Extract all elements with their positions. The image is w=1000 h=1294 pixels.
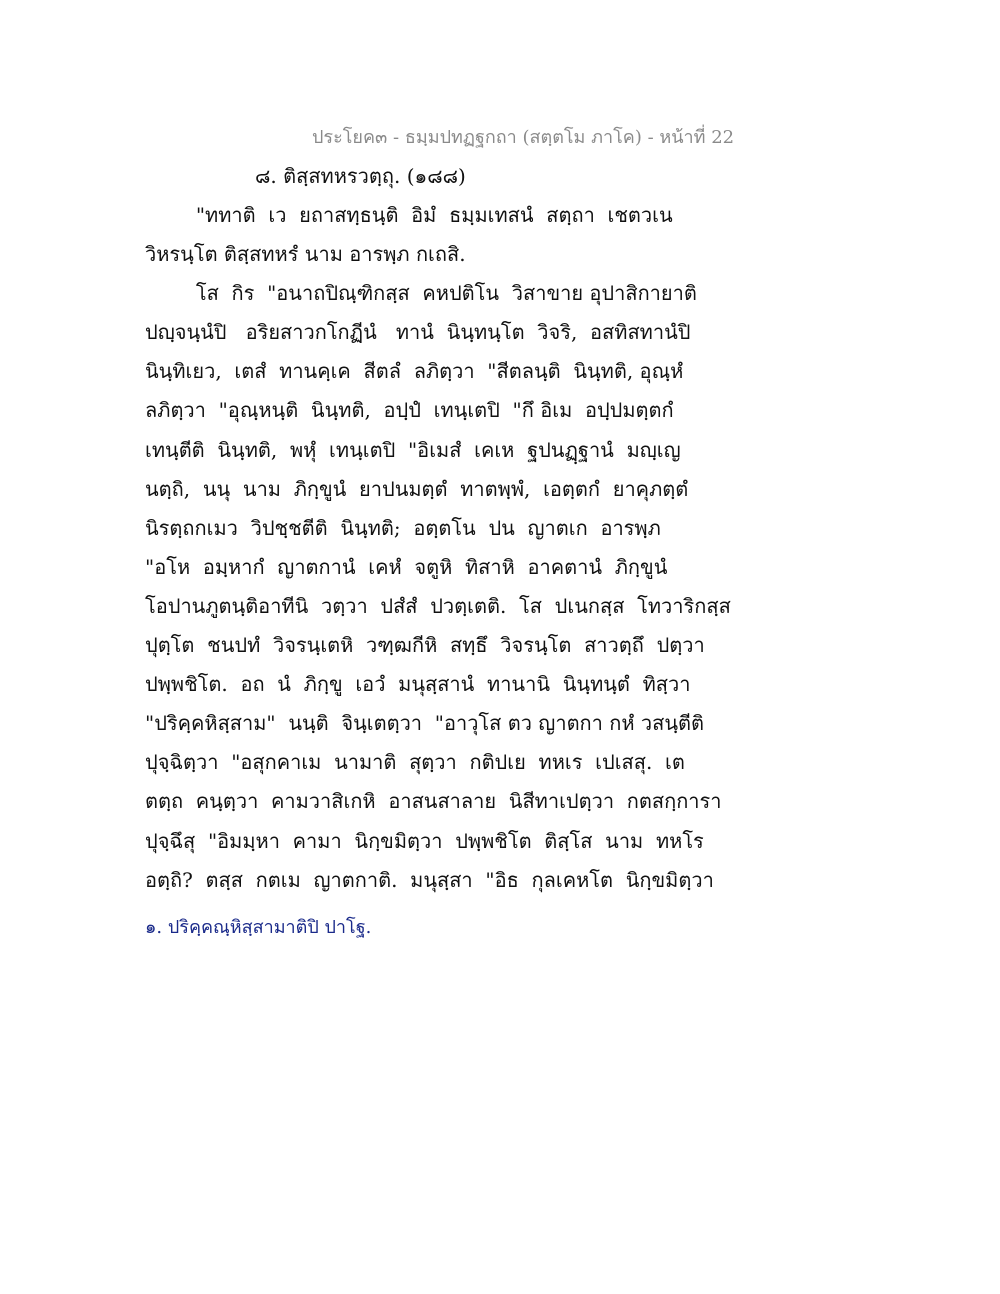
body-line: นตฺถิ, นนุ นาม ภิกฺขูนํ ยาปนมตฺตํ ทาตพฺพํ, เอตฺตกํ ยาคุภตฺตํ <box>145 476 689 501</box>
body-line: โอปานภูตนฺติอาทีนิ วตฺวา ปสํสํ ปวตฺเตติ. โส ปเนกสฺส โทวาริกสฺส <box>145 593 731 618</box>
body-line: "อโห อมฺหากํ ญาตกานํ เคหํ จตูหิ ทิสาหิ อาคตานํ ภิกฺขูนํ <box>145 554 668 579</box>
body-line: ปุจฺฉึสุ "อิมมฺหา คามา นิกฺขมิตฺวา ปพฺพชิโต ติสฺโส นาม ทหโร <box>145 828 704 853</box>
body-line: นินฺทิเยว, เตสํ ทานคฺเค สีตลํ ลภิตฺวา "สีตลนฺติ นินฺทติ, อุณฺหํ <box>145 359 684 384</box>
section-heading: ๘. ติสฺสทหรวตฺถุ. (๑๘๘) <box>255 164 466 188</box>
body-line: ตตฺถ คนฺตฺวา คามวาสิเกหิ อาสนสาลาย นิสีทาเปตฺวา กตสกฺการา <box>145 789 722 814</box>
body-line: "ททาติ เว ยถาสทฺธนฺติ อิมํ ธมฺมเทสนํ สตฺถา เชตวเน <box>145 203 673 227</box>
body-line: ปญฺจนฺนํปิ อริยสาวกโกฏีนํ ทานํ นินฺทนฺโต วิจริ, อสทิสทานํปิ <box>145 320 691 345</box>
body-line: ปพฺพชิโต. อถ นํ ภิกฺขู เอวํ มนุสฺสานํ ทานานิ นินฺทนฺตํ ทิสฺวา <box>145 672 691 697</box>
body-line: ปุตฺโต ชนปทํ วิจรนฺเตหิ วฑฺฒกีหิ สทฺธึ วิจรนฺโต สาวตฺถึ ปตฺวา <box>145 633 705 658</box>
running-header: ประโยค๓ - ธมฺมปทฏฐกถา (สตฺตโม ภาโค) - หน้าที่ 22 <box>312 127 735 148</box>
body-text <box>145 196 731 900</box>
body-line: นิรตฺถกเมว วิปชฺชตีติ นินฺทติ; อตฺตโน ปน ญาตเก อารพฺภ <box>145 515 661 540</box>
body-line: อตฺถิ? ตสฺส กตเม ญาตกาติ. มนุสฺสา "อิธ กุลเคหโต นิกฺขมิตฺวา <box>145 867 714 892</box>
footnote: ๑. ปริคฺคณฺหิสฺสามาติปิ ปาโฐ. <box>145 917 372 938</box>
body-line: วิหรนฺโต ติสฺสทหรํ นาม อารพฺภ กเถสิ. <box>145 242 466 267</box>
body-line: "ปริคฺคหิสฺสาม" นนฺติ จินฺเตตฺวา "อาวุโส ตว ญาตกา กหํ วสนฺตีติ <box>145 711 704 736</box>
body-line: ปุจฺฉิตฺวา "อสุกคาเม นามาติ สุตฺวา กติปเย ทหเร เปเสสุ. เต <box>145 750 685 775</box>
body-line: ลภิตฺวา "อุณฺหนฺติ นินฺทติ, อปฺปํ เทนฺเตปิ "กึ อิเม อปฺปมตฺตกํ <box>145 398 674 423</box>
body-line: โส กิร "อนาถปิณฺฑิกสฺส คหปติโน วิสาขาย อุปาสิกายาติ <box>145 281 697 306</box>
body-line: เทนฺตีติ นินฺทติ, พหุํ เทนฺเตปิ "อิเมสํ เคเห ฐปนฏฺฐานํ มญฺเญ <box>145 437 681 462</box>
